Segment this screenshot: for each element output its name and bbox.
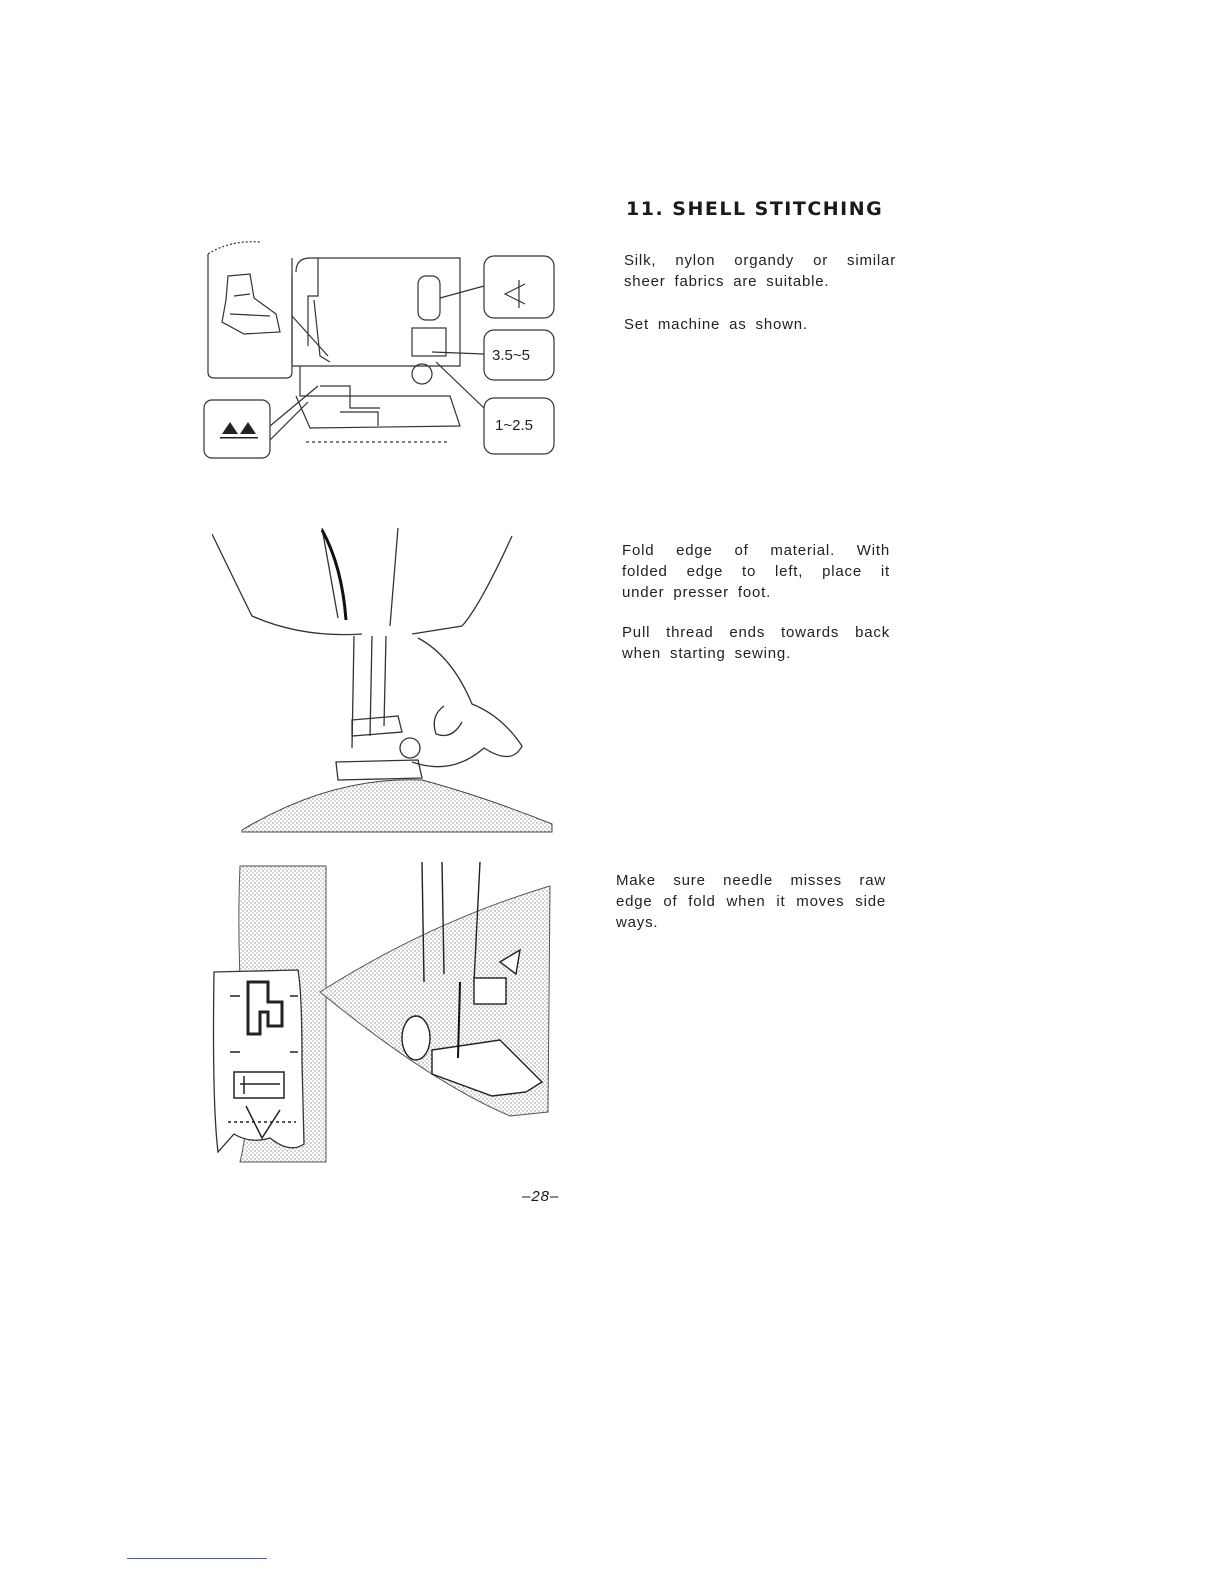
stitch-width-setting: 3.5~5 — [492, 347, 530, 364]
paragraph-needle-misses: Make sure needle misses raw edge of fold when it moves side ways. — [616, 872, 886, 931]
machine-settings-illustration — [200, 236, 570, 466]
footer-rule — [127, 1558, 267, 1559]
feed-dog-up-icon — [222, 422, 238, 434]
stitch-length-setting: 1~2.5 — [495, 417, 533, 434]
paragraph-set-machine: Set machine as shown. — [624, 316, 808, 333]
paragraph-suitable-fabrics: Silk, nylon organdy or similar sheer fabrics are suitable. — [624, 252, 896, 290]
paragraph-pull-thread: Pull thread ends towards back when starting sewing. — [622, 624, 890, 662]
paragraph-fold-edge: Fold edge of material. With folded edge to left, place it under presser foot. — [622, 542, 890, 601]
folding-fabric-illustration — [212, 526, 562, 836]
section-title: 11. SHELL STITCHING — [626, 198, 884, 220]
page-number: –28– — [522, 1188, 560, 1205]
needle-close-up-illustration — [210, 862, 556, 1168]
